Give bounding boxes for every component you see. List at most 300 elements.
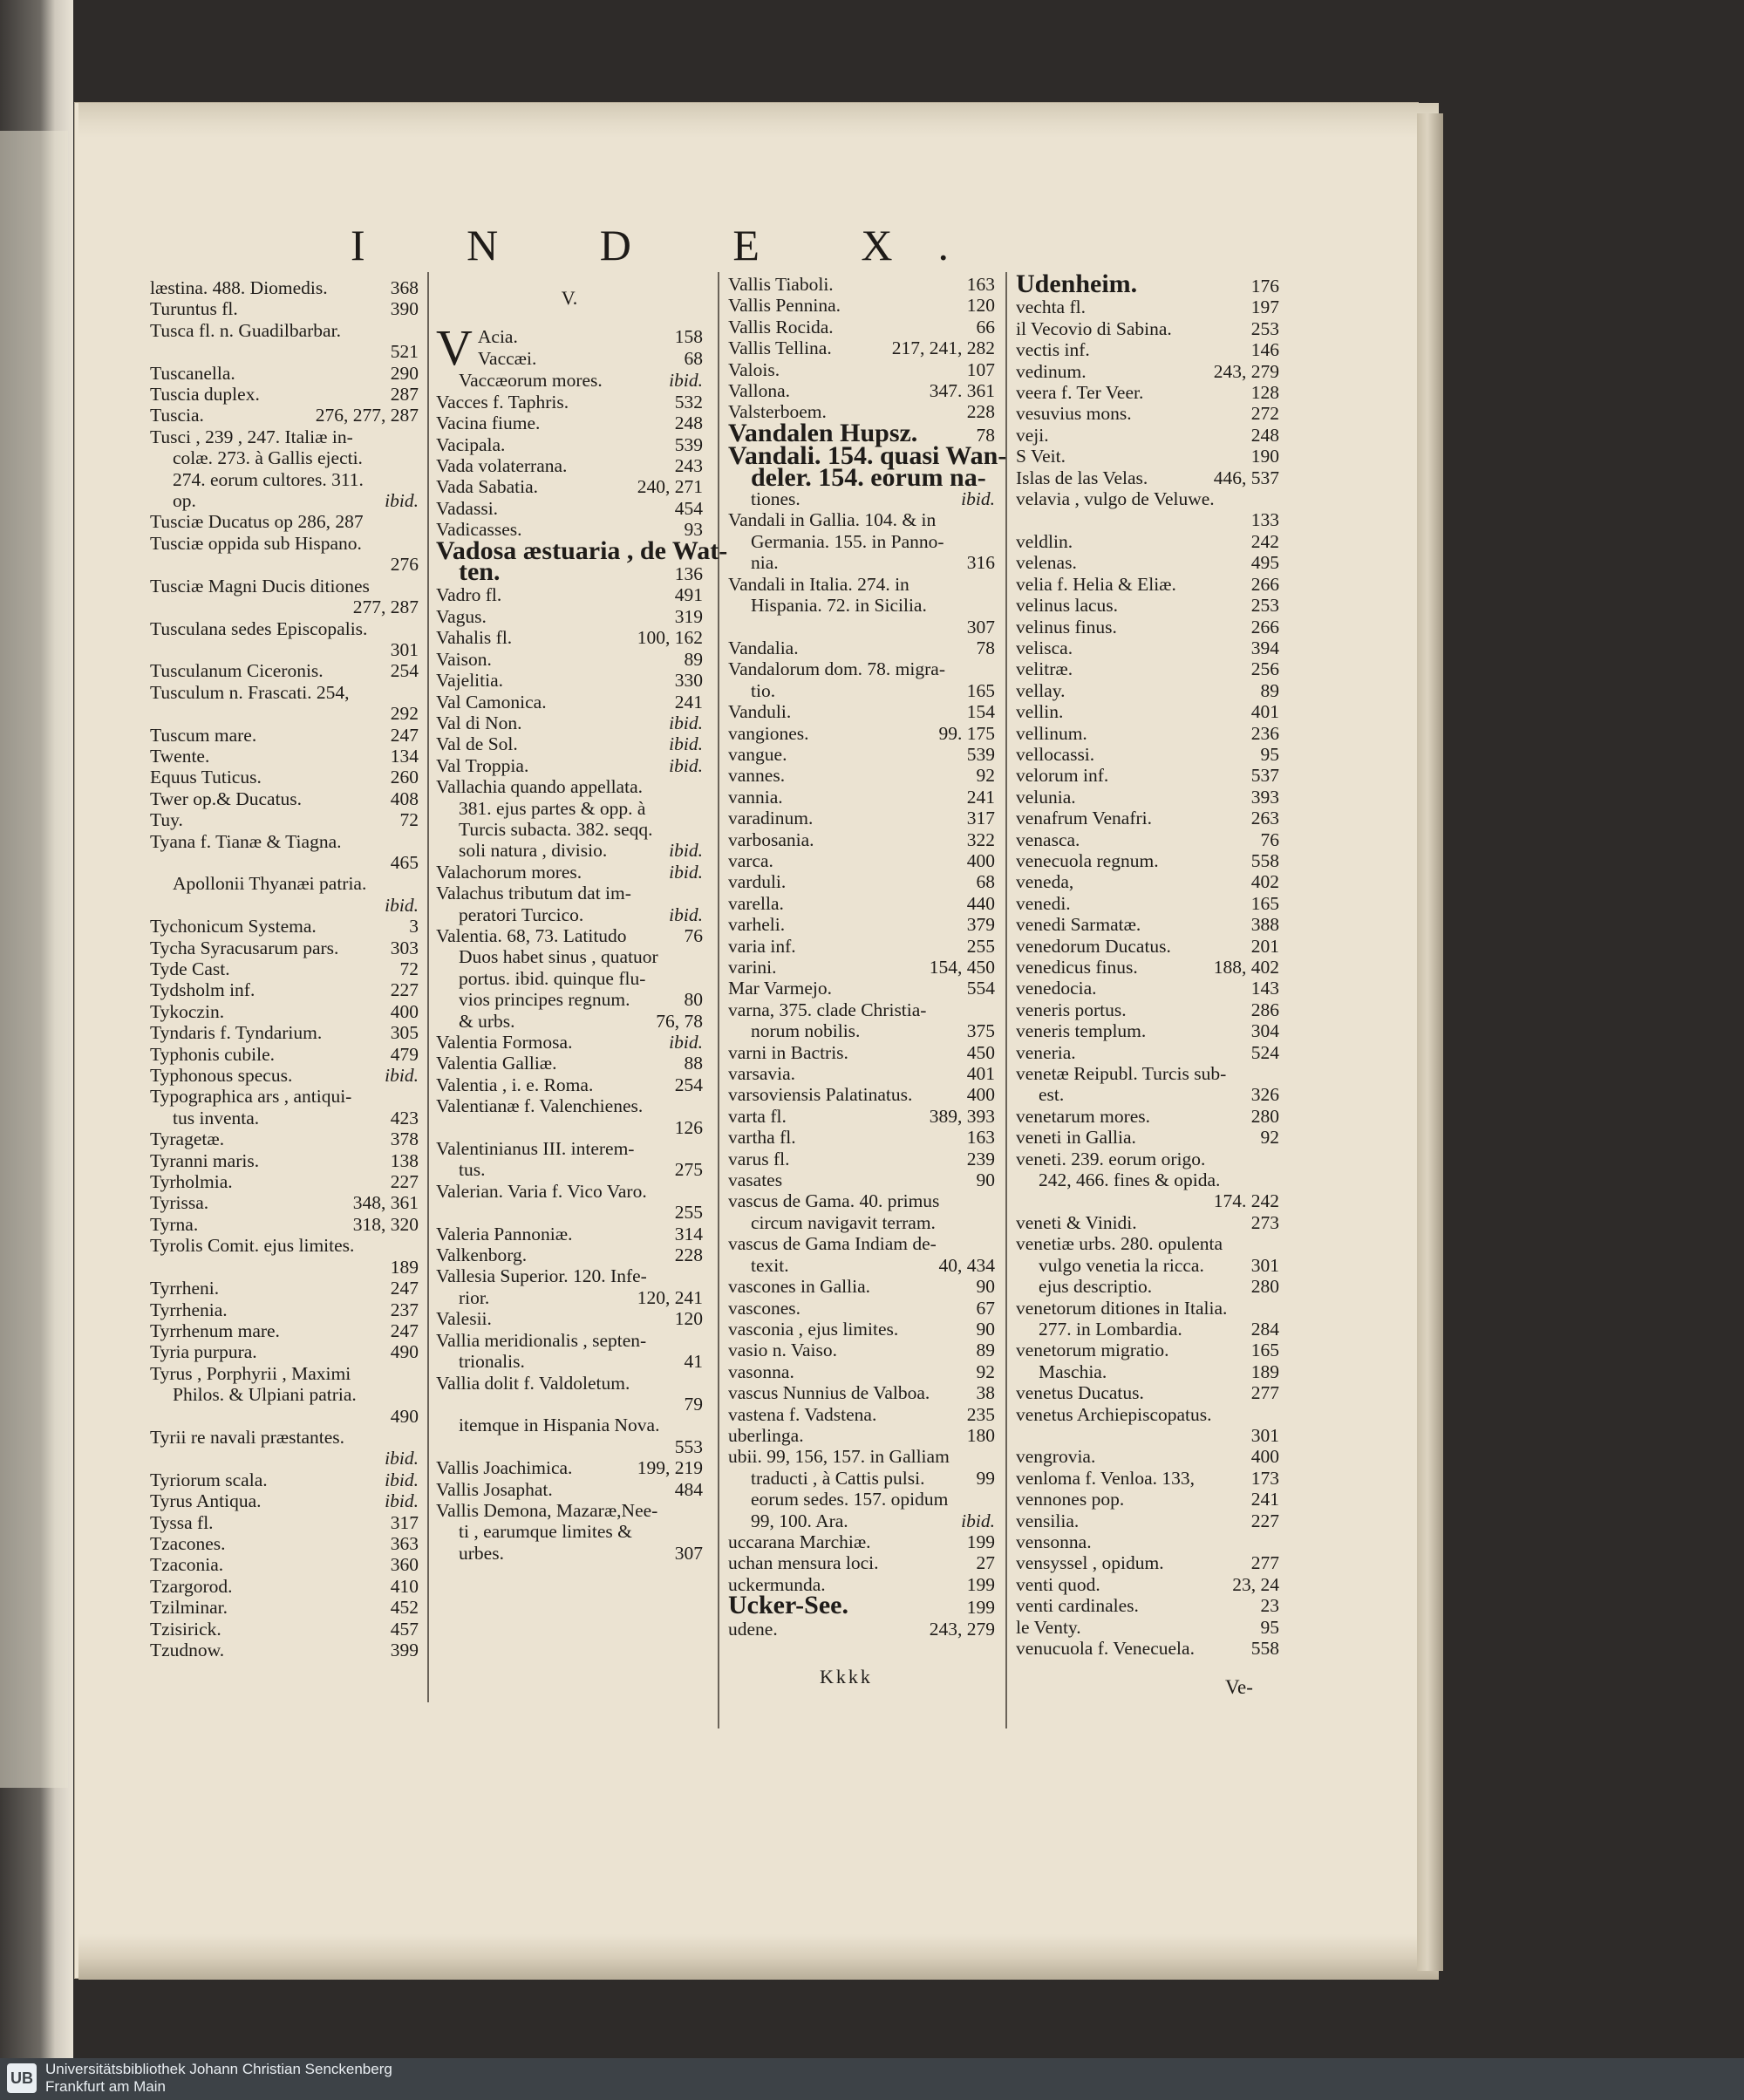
entry-page: 287 (390, 384, 419, 406)
index-entry (436, 1330, 703, 1351)
entry-page: 495 (1250, 552, 1279, 574)
entry-term: Valentia , i. e. Roma. (436, 1074, 594, 1095)
entry-term: peratori Turcico. (459, 903, 584, 925)
index-entry (150, 533, 419, 554)
entry-page: 88 (684, 1053, 703, 1074)
index-entry (1016, 957, 1279, 978)
entry-term: vechta fl. (1016, 297, 1086, 318)
index-entry (436, 1244, 703, 1265)
index-entry (150, 277, 419, 298)
entry-page: ibid. (385, 490, 419, 512)
entry-term: varna, 375. clade Christia- (728, 999, 927, 1020)
entry-page: 301 (1250, 1424, 1279, 1446)
index-entry (1016, 595, 1279, 616)
entry-term: Tyriorum scala. (150, 1469, 268, 1490)
entry-term: Apollonii Thyanæi patria. (173, 873, 367, 895)
entry-page: ibid. (669, 754, 703, 776)
entry-term: Tusciæ oppida sub Hispano. (150, 532, 362, 554)
entry-page: 176 (1250, 276, 1279, 297)
entry-page: 228 (966, 401, 995, 423)
entry-page: 490 (390, 1405, 419, 1427)
index-entry (436, 819, 703, 840)
index-entry (150, 1022, 419, 1043)
index-entry (728, 638, 995, 658)
entry-term: Typhonis cubile. (150, 1043, 276, 1065)
entry-page: 490 (390, 1341, 419, 1363)
entry-term: uccarana Marchiæ. (728, 1531, 871, 1552)
entry-term: vannia. (728, 786, 783, 808)
index-entry (1016, 978, 1279, 999)
index-entry (728, 1489, 995, 1510)
entry-page: 27 (976, 1552, 995, 1574)
index-entry (728, 1468, 995, 1489)
footer-line-1: Universitätsbibliothek Johann Christian Senckenberg (45, 2061, 392, 2077)
entry-page: 120, 241 (637, 1286, 703, 1308)
entry-term: Val di Non. (436, 712, 522, 733)
index-entry (1016, 1361, 1279, 1382)
entry-term: Vandali in Italia. 274. in (728, 573, 909, 595)
entry-term: Tyndaris f. Tyndarium. (150, 1022, 323, 1044)
entry-term: Valsterboem. (728, 401, 827, 423)
entry-page: 227 (1250, 1510, 1279, 1531)
entry-term: Tzisirick. (150, 1618, 221, 1640)
index-entry (436, 1373, 703, 1394)
entry-term: Tuscia duplex. (150, 384, 260, 406)
entry-term: varheli. (728, 914, 786, 936)
entry-page: 68 (976, 871, 995, 893)
entry-term: Duos habet sinus , quatuor (459, 946, 658, 968)
index-entry (150, 1001, 419, 1022)
index-entry (436, 1053, 703, 1074)
index-entry (150, 1512, 419, 1533)
index-entry (728, 1106, 995, 1127)
entry-term: Hispania. 72. in Sicilia. (751, 595, 927, 617)
entry-page: 189 (1250, 1360, 1279, 1382)
entry-term: Vajelitia. (436, 670, 504, 692)
entry-page: 440 (966, 892, 995, 914)
entry-term: Vallis Tiaboli. (728, 274, 834, 295)
entry-term: Tusci , 239 , 247. Italiæ in- (150, 426, 353, 447)
entry-term: vasonna. (728, 1360, 794, 1382)
index-entry (150, 511, 419, 532)
entry-term: Equus Tuticus. (150, 767, 262, 788)
index-entry (728, 787, 995, 808)
entry-page: 400 (390, 1000, 419, 1022)
entry-page: 100, 162 (637, 627, 703, 649)
entry-term: Vallachia quando appellata. (436, 776, 643, 798)
entry-term: Vandalorum dom. 78. migra- (728, 658, 945, 680)
entry-page: 378 (390, 1128, 419, 1150)
signature-mark: Kkkk (820, 1666, 873, 1688)
index-entry (150, 490, 419, 511)
index-entry (728, 914, 995, 935)
entry-term: Turuntus fl. (150, 298, 238, 320)
index-entry (1016, 1127, 1279, 1148)
entry-term: Vallona. (728, 380, 791, 402)
entry-page: ibid. (669, 712, 703, 733)
index-entry (150, 1214, 419, 1235)
index-entry (1016, 1319, 1279, 1340)
dropcap-block (436, 319, 703, 377)
entry-page: 89 (976, 1340, 995, 1361)
index-entry (150, 895, 419, 916)
index-entry (150, 1235, 419, 1256)
entry-term: Tzaconia. (150, 1554, 224, 1576)
entry-term: Vadro fl. (436, 584, 502, 606)
entry-term: vascones. (728, 1297, 800, 1319)
index-entry (150, 469, 419, 490)
index-entry (728, 1233, 995, 1254)
entry-term: varbosania. (728, 828, 814, 850)
entry-term: Vadosa æstuaria , de Wat- (436, 535, 728, 565)
entry-term: vasconia , ejus limites. (728, 1318, 899, 1340)
entry-term: Tyrrheni. (150, 1278, 220, 1299)
entry-page: 266 (1250, 616, 1279, 638)
index-entry (436, 1032, 703, 1053)
index-entry (1016, 1276, 1279, 1297)
index-entry (436, 1479, 703, 1500)
entry-term: venti quod. (1016, 1573, 1100, 1595)
entry-page: 479 (390, 1043, 419, 1065)
entry-page: 304 (1250, 1020, 1279, 1042)
entry-term: Tyana f. Tianæ & Tiagna. (150, 830, 342, 852)
entry-term: Vandali. 154. quasi Wan- (728, 441, 1007, 471)
index-entry (1016, 701, 1279, 722)
index-entry (436, 1159, 703, 1180)
entry-page: 227 (390, 979, 419, 1001)
index-entry (1016, 1042, 1279, 1063)
entry-page: 241 (1250, 1489, 1279, 1510)
index-entry (1016, 1446, 1279, 1467)
entry-term: Vallis Joachimica. (436, 1457, 573, 1479)
column-rule (1005, 272, 1007, 1728)
index-entry (436, 1287, 703, 1308)
entry-page: 452 (390, 1597, 419, 1619)
entry-term: 277. in Lombardia. (1039, 1318, 1182, 1340)
entry-term: Tykoczin. (150, 1000, 225, 1022)
entry-term: vensyssel , opidum. (1016, 1552, 1164, 1574)
entry-term: veneti. 239. eorum origo. (1016, 1148, 1206, 1169)
entry-term: Tusculum n. Frascati. 254, (150, 681, 350, 703)
index-entry (436, 946, 703, 967)
entry-page: 277, 287 (352, 597, 419, 618)
entry-page: ibid. (385, 1448, 419, 1469)
index-entry (1016, 1531, 1279, 1552)
entry-term: vesuvius mons. (1016, 403, 1132, 425)
entry-page: 388 (1250, 914, 1279, 936)
index-entry (436, 1202, 703, 1223)
entry-term: vasates (728, 1169, 783, 1191)
entry-page: ibid. (669, 733, 703, 755)
entry-page: 80 (684, 989, 703, 1011)
entry-page: 241 (674, 691, 703, 712)
index-entry (728, 617, 995, 638)
entry-page: ibid. (961, 488, 995, 510)
index-entry (728, 552, 995, 573)
entry-page: 228 (674, 1244, 703, 1266)
entry-page: 23, 24 (1232, 1573, 1279, 1595)
index-entry (436, 1181, 703, 1202)
entry-term: il Vecovio di Sabina. (1016, 317, 1172, 339)
index-entry (728, 1042, 995, 1063)
index-entry (150, 1192, 419, 1213)
entry-term: Tusculanum Ciceronis. (150, 660, 324, 682)
entry-term: veldlin. (1016, 530, 1073, 552)
entry-term: velisca. (1016, 637, 1073, 658)
entry-page: 558 (1250, 849, 1279, 871)
entry-term: Tyria purpura. (150, 1341, 257, 1363)
entry-term: urbes. (459, 1542, 504, 1564)
entry-page: ibid. (385, 1065, 419, 1087)
entry-term: Valesii. (436, 1308, 492, 1330)
index-entry (1016, 936, 1279, 957)
entry-term: & urbs. (459, 1010, 515, 1032)
entry-page: 165 (1250, 892, 1279, 914)
index-entry (1016, 1255, 1279, 1276)
entry-term: Tusca fl. n. Guadilbarbar. (150, 319, 341, 341)
entry-page: 399 (390, 1640, 419, 1660)
index-entry (436, 1095, 703, 1116)
entry-term: varia inf. (728, 935, 796, 957)
index-entry (150, 703, 419, 724)
index-entry (728, 744, 995, 765)
entry-page: 120 (966, 295, 995, 317)
index-entry (728, 723, 995, 744)
entry-term: Tzacones. (150, 1532, 226, 1554)
entry-page: 243 (674, 455, 703, 477)
entry-term: varsavia. (728, 1063, 796, 1085)
entry-term: Tyrii re navali præstantes. (150, 1426, 344, 1448)
index-entry (150, 938, 419, 958)
entry-term: ti , earumque limites & (459, 1521, 632, 1543)
entry-term: vascus de Gama. 40. primus (728, 1190, 940, 1212)
index-entry (728, 380, 995, 401)
entry-page: 235 (966, 1403, 995, 1425)
index-entry (436, 692, 703, 712)
index-entry (436, 1074, 703, 1095)
entry-term: Acia. (477, 326, 518, 348)
index-entry (1016, 339, 1279, 360)
index-entry (728, 808, 995, 828)
index-entry (1016, 467, 1279, 488)
entry-term: udene. (728, 1618, 778, 1640)
entry-page: 401 (966, 1063, 995, 1085)
entry-page: 93 (684, 519, 703, 541)
entry-page: 272 (1250, 403, 1279, 425)
entry-page: 128 (1250, 382, 1279, 404)
entry-term: Vallis Rocida. (728, 316, 834, 338)
entry-page: 3 (409, 916, 419, 938)
entry-term: Vagus. (436, 605, 487, 627)
entry-term: Valeria Pannoniæ. (436, 1223, 573, 1244)
index-entry (1016, 787, 1279, 808)
entry-term: Vanduli. (728, 701, 792, 723)
index-entry (1016, 1638, 1279, 1659)
index-entry (150, 979, 419, 1000)
entry-term: venedi Sarmatæ. (1016, 914, 1141, 936)
index-entry (150, 788, 419, 809)
entry-term: venedi. (1016, 892, 1071, 914)
index-entry (728, 1063, 995, 1084)
entry-term: Tuscum mare. (150, 724, 257, 746)
entry-term: Valerian. Varia f. Vico Varo. (436, 1180, 647, 1202)
entry-term: velia f. Helia & Eliæ. (1016, 573, 1176, 595)
entry-page: 90 (976, 1276, 995, 1298)
index-entry (1016, 1404, 1279, 1425)
entry-page: 301 (390, 638, 419, 660)
index-entry (150, 1320, 419, 1341)
entry-page: 290 (390, 362, 419, 384)
entry-page: 254 (390, 660, 419, 682)
entry-page: 401 (1250, 701, 1279, 723)
entry-page: 254 (674, 1074, 703, 1095)
column-rule (718, 272, 719, 1728)
index-entry (1016, 1298, 1279, 1319)
index-entry (436, 434, 703, 455)
entry-term: Vacces f. Taphris. (436, 391, 569, 412)
index-entry (150, 298, 419, 319)
entry-page: ibid. (961, 1510, 995, 1531)
index-entry (728, 338, 995, 358)
index-entry (1016, 765, 1279, 786)
entry-page: 72 (399, 958, 419, 979)
entry-page: 240, 271 (637, 476, 703, 498)
entry-term: nia. (751, 552, 779, 574)
entry-page: 446, 537 (1213, 467, 1279, 488)
index-entry (1016, 1149, 1279, 1169)
index-entry (1016, 1617, 1279, 1638)
entry-page: 76 (684, 924, 703, 946)
index-entry (728, 957, 995, 978)
index-entry (728, 829, 995, 850)
index-entry (150, 1150, 419, 1171)
entry-page: 67 (976, 1297, 995, 1319)
index-entry (728, 1552, 995, 1573)
entry-term: Maschia. (1039, 1360, 1107, 1382)
entry-page: 255 (674, 1202, 703, 1224)
index-entry (436, 712, 703, 733)
index-entry (436, 670, 703, 691)
entry-page: 348, 361 (352, 1192, 419, 1214)
entry-term: vascus de Gama Indiam de- (728, 1233, 937, 1255)
entry-page: 173 (1250, 1467, 1279, 1489)
entry-page: 120 (674, 1308, 703, 1330)
entry-page: ibid. (669, 861, 703, 883)
index-entry (1016, 1468, 1279, 1489)
index-entry (436, 840, 703, 861)
entry-term: le Venty. (1016, 1616, 1081, 1638)
index-entry (150, 1533, 419, 1554)
index-entry (150, 852, 419, 873)
entry-page: 316 (966, 552, 995, 574)
entry-page: 236 (1250, 722, 1279, 744)
index-entry (436, 989, 703, 1010)
entry-term: Vacipala. (436, 433, 506, 455)
index-entry (728, 701, 995, 722)
entry-page: 394 (1250, 637, 1279, 658)
index-entry (728, 574, 995, 595)
index-entry (150, 639, 419, 660)
index-entry (728, 488, 995, 509)
cover-top-edge (78, 103, 1439, 138)
entry-term: varca. (728, 849, 773, 871)
entry-page: 319 (674, 605, 703, 627)
index-entry (1016, 680, 1279, 701)
index-entry (436, 776, 703, 797)
entry-page: ibid. (385, 1490, 419, 1512)
index-entry (1016, 509, 1279, 530)
entry-page: 256 (1250, 658, 1279, 680)
index-entry (150, 1341, 419, 1362)
index-entry (436, 1351, 703, 1372)
entry-page: 255 (966, 935, 995, 957)
entry-term: Vallis Josaphat. (436, 1478, 553, 1500)
entry-term: ubii. 99, 156, 157. in Galliam (728, 1446, 950, 1468)
entry-page: 276, 277, 287 (315, 405, 419, 426)
entry-page: 532 (674, 391, 703, 412)
index-entry (436, 1394, 703, 1415)
entry-term: venetorum migratio. (1016, 1340, 1169, 1361)
index-entry (436, 627, 703, 648)
index-entry (436, 968, 703, 989)
entry-term: venedorum Ducatus. (1016, 935, 1171, 957)
index-entry (150, 447, 419, 468)
entry-term: Tycha Syracusarum pars. (150, 937, 339, 958)
entry-page: 314 (674, 1223, 703, 1244)
entry-page: 379 (966, 914, 995, 936)
entry-term: venafrum Venafri. (1016, 808, 1153, 829)
index-entry (728, 1149, 995, 1169)
entry-page: 465 (390, 851, 419, 873)
entry-page: 263 (1250, 808, 1279, 829)
entry-page: 277 (1250, 1552, 1279, 1574)
index-entry (728, 1404, 995, 1425)
letter-heading: V. (561, 287, 578, 309)
entry-term: Vandali in Gallia. 104. & in (728, 509, 937, 531)
entry-page: 138 (390, 1149, 419, 1171)
index-entry (1016, 850, 1279, 871)
index-entry (436, 1308, 703, 1329)
catchword: Ve- (1225, 1676, 1253, 1698)
index-entry (1016, 531, 1279, 552)
entry-term: vennones pop. (1016, 1489, 1125, 1510)
entry-page: 247 (390, 724, 419, 746)
entry-page: 146 (1250, 339, 1279, 361)
entry-term: Typhonous specus. (150, 1065, 293, 1087)
index-entry (436, 733, 703, 754)
entry-page: 554 (966, 978, 995, 999)
index-entry (478, 326, 703, 347)
entry-term: vulgo venetia la ricca. (1039, 1254, 1204, 1276)
entry-term: velinus finus. (1016, 616, 1117, 638)
entry-term: venti cardinales. (1016, 1595, 1139, 1617)
index-entry (436, 1117, 703, 1138)
entry-term: velinus lacus. (1016, 595, 1119, 617)
index-entry (728, 978, 995, 999)
entry-page: 99. 175 (938, 722, 995, 744)
entry-term: Valentinianus III. interem- (436, 1138, 635, 1160)
index-entry (150, 1469, 419, 1490)
entry-page: 539 (966, 743, 995, 765)
entry-term: veneti in Gallia. (1016, 1127, 1136, 1149)
entry-term: Germania. 155. in Panno- (751, 530, 944, 552)
entry-page: 400 (1250, 1446, 1279, 1468)
index-entry (1016, 1169, 1279, 1190)
index-entry (436, 1521, 703, 1542)
entry-term: venetæ Reipubl. Turcis sub- (1016, 1063, 1227, 1085)
index-entry (728, 595, 995, 616)
entry-page: 537 (1250, 765, 1279, 787)
